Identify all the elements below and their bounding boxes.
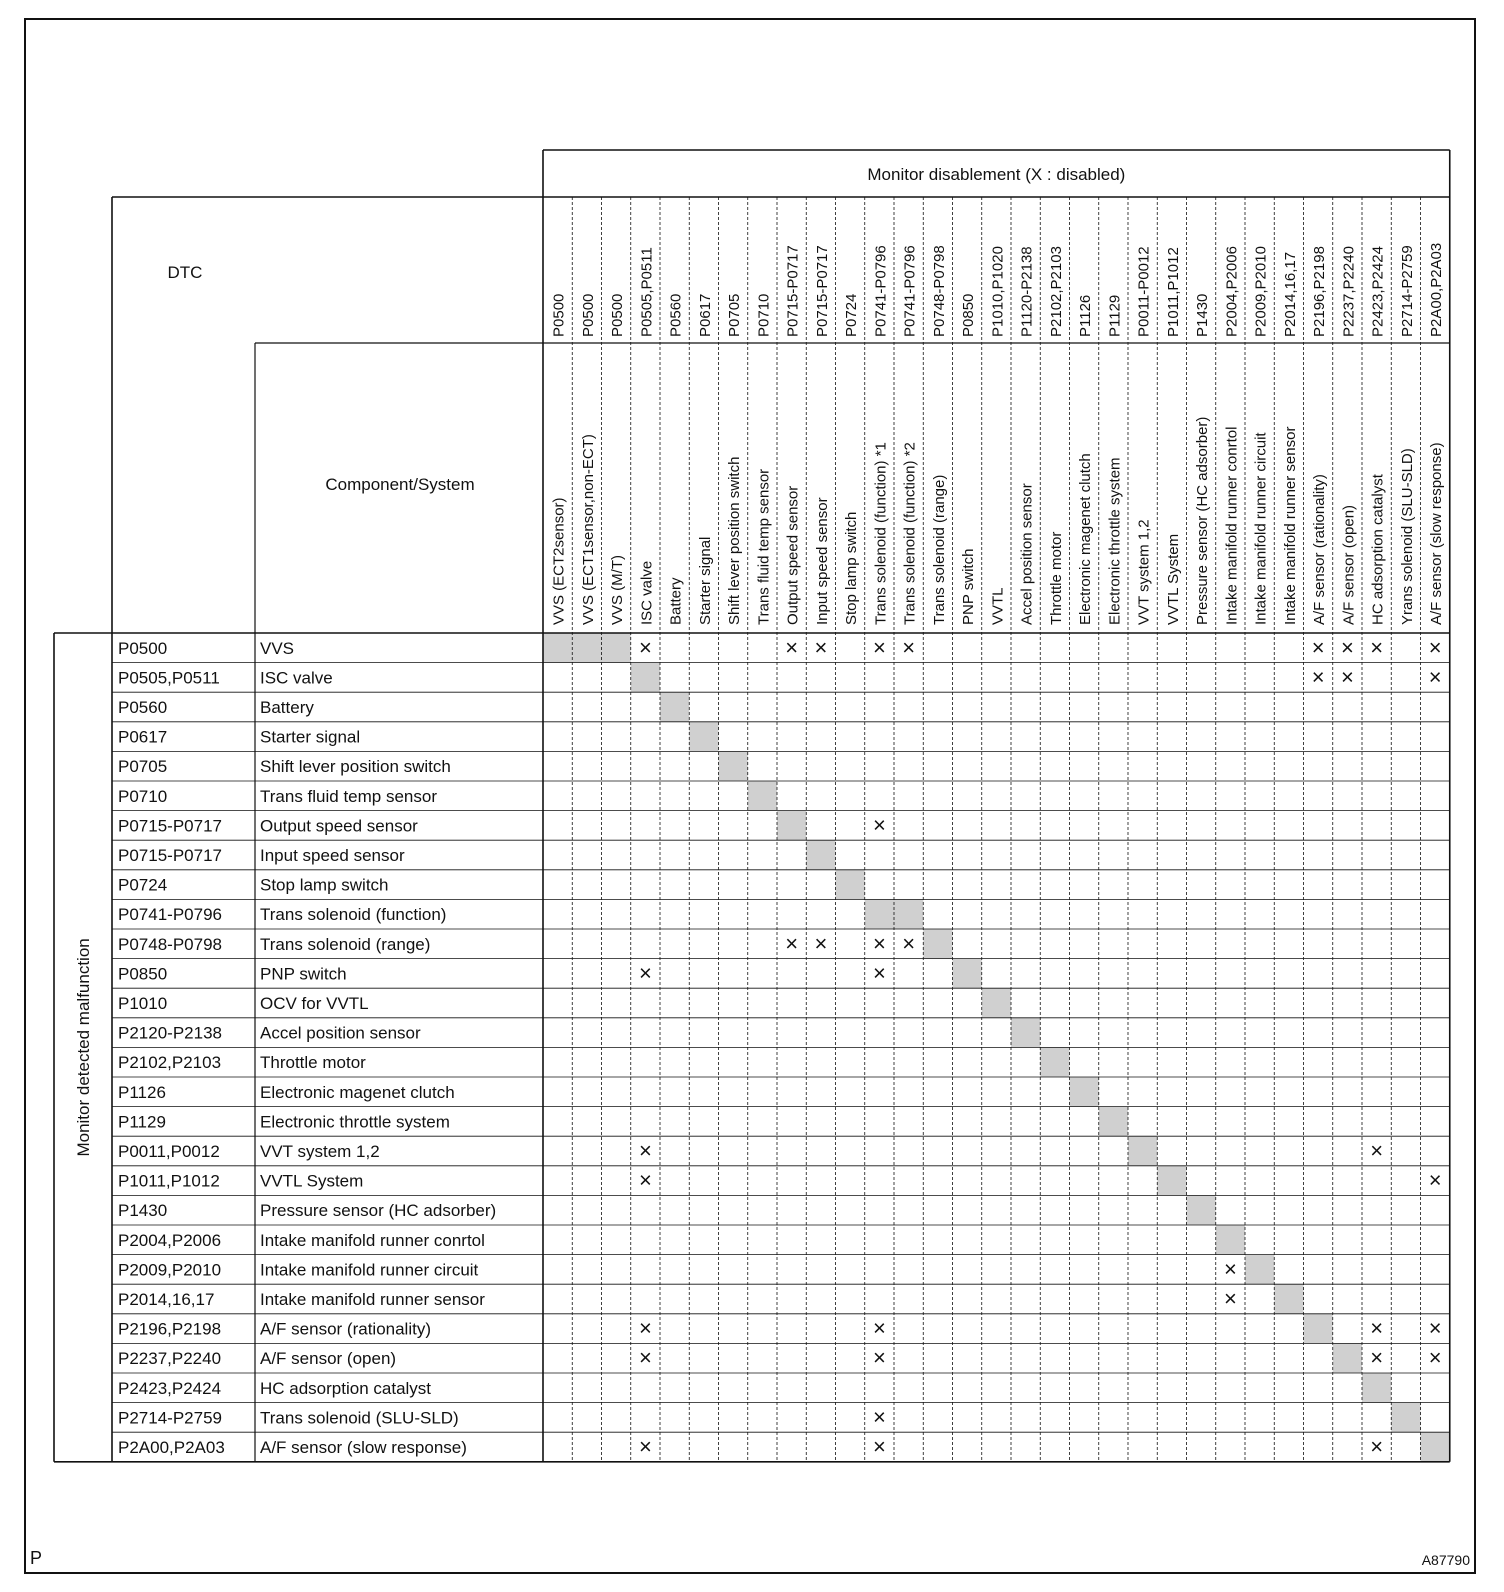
figure-id: A87790 bbox=[1421, 1552, 1470, 1568]
disabled-mark: × bbox=[1223, 1256, 1237, 1282]
disabled-mark: × bbox=[1311, 634, 1325, 660]
column-name: Throttle motor bbox=[1047, 531, 1065, 625]
row-component: Pressure sensor (HC adsorber) bbox=[260, 1201, 497, 1221]
shaded-cell bbox=[748, 781, 777, 811]
row-dtc: P2102,P2103 bbox=[118, 1053, 222, 1073]
row-component: Trans fluid temp sensor bbox=[260, 786, 437, 806]
column-dtc: P0705 bbox=[726, 293, 744, 337]
shaded-cell bbox=[631, 663, 660, 693]
column-dtc: P2423,P2424 bbox=[1369, 246, 1387, 337]
column-name: VVT system 1,2 bbox=[1135, 519, 1153, 625]
disabled-mark: × bbox=[1428, 1315, 1442, 1341]
column-dtc: P0850 bbox=[960, 293, 978, 337]
row-dtc: P2120-P2138 bbox=[118, 1023, 222, 1043]
row-dtc: P2009,P2010 bbox=[118, 1260, 222, 1280]
row-dtc: P1430 bbox=[118, 1201, 168, 1221]
shaded-cell bbox=[923, 929, 952, 959]
column-dtc: P2004,P2006 bbox=[1223, 246, 1241, 337]
shaded-cell bbox=[602, 633, 631, 663]
row-dtc: P0500 bbox=[118, 638, 168, 658]
column-dtc: P0741-P0796 bbox=[872, 245, 890, 337]
column-name: Stop lamp switch bbox=[843, 511, 861, 625]
column-dtc: P0715-P0717 bbox=[784, 245, 802, 337]
shaded-cell bbox=[806, 840, 835, 870]
row-component: Trans solenoid (function) bbox=[260, 905, 447, 925]
disabled-mark: × bbox=[1370, 634, 1384, 660]
disabled-mark: × bbox=[1370, 1315, 1384, 1341]
column-name: VVTL bbox=[989, 587, 1007, 625]
row-dtc: P0505,P0511 bbox=[118, 668, 220, 688]
column-dtc: P0560 bbox=[667, 293, 685, 337]
row-dtc: P1011,P1012 bbox=[118, 1171, 220, 1191]
disabled-mark: × bbox=[1340, 664, 1354, 690]
row-component: Accel position sensor bbox=[260, 1023, 421, 1043]
column-dtc: P2237,P2240 bbox=[1340, 246, 1358, 337]
shaded-cell bbox=[1362, 1373, 1391, 1403]
row-dtc: P0850 bbox=[118, 964, 168, 984]
disabled-mark: × bbox=[872, 960, 886, 986]
shaded-cell bbox=[1274, 1284, 1303, 1314]
column-dtc: P1430 bbox=[1194, 293, 1212, 337]
row-component: Output speed sensor bbox=[260, 816, 418, 836]
shaded-cell bbox=[894, 899, 923, 929]
column-dtc: P0710 bbox=[755, 293, 773, 337]
column-name: Accel position sensor bbox=[1018, 483, 1036, 625]
row-component: Electronic throttle system bbox=[260, 1112, 450, 1132]
side-label: Monitor detected malfunction bbox=[74, 938, 93, 1157]
column-dtc: P0715-P0717 bbox=[813, 245, 831, 337]
shaded-cell bbox=[953, 959, 982, 989]
row-dtc: P2196,P2198 bbox=[118, 1319, 222, 1339]
row-dtc: P0705 bbox=[118, 757, 168, 777]
disabled-mark: × bbox=[902, 634, 916, 660]
row-dtc: P2714-P2759 bbox=[118, 1408, 222, 1428]
shaded-cell bbox=[572, 633, 601, 663]
column-name: Trans solenoid (range) bbox=[930, 474, 948, 625]
row-dtc: P0715-P0717 bbox=[118, 816, 222, 836]
shaded-cell bbox=[1216, 1225, 1245, 1255]
shaded-cell bbox=[1157, 1166, 1186, 1196]
column-name: A/F sensor (rationality) bbox=[1311, 474, 1329, 625]
column-name: VVS (M/T) bbox=[609, 555, 627, 625]
column-dtc: P1129 bbox=[1106, 294, 1124, 337]
row-component: A/F sensor (rationality) bbox=[260, 1319, 431, 1339]
column-name: Intake manifold runner conrtol bbox=[1223, 426, 1241, 625]
column-name: Shift lever position switch bbox=[726, 456, 744, 625]
disabled-mark: × bbox=[1370, 1138, 1384, 1163]
disabled-mark: × bbox=[1370, 1345, 1384, 1371]
column-dtc: P2714-P2759 bbox=[1398, 245, 1416, 337]
page-marker: P bbox=[30, 1548, 43, 1568]
column-name: Battery bbox=[667, 577, 685, 625]
disabled-mark: × bbox=[872, 930, 886, 956]
shaded-cell bbox=[543, 633, 572, 663]
column-name: A/F sensor (open) bbox=[1340, 504, 1358, 625]
shaded-cell bbox=[1245, 1255, 1274, 1285]
row-component: Intake manifold runner sensor bbox=[260, 1290, 485, 1309]
column-name: Intake manifold runner sensor bbox=[1281, 426, 1299, 625]
disabled-mark: × bbox=[1428, 1167, 1442, 1193]
column-name: Trans solenoid (function) *2 bbox=[901, 442, 919, 625]
row-component: A/F sensor (open) bbox=[260, 1349, 397, 1369]
row-dtc: P0011,P0012 bbox=[118, 1142, 220, 1161]
disabled-mark: × bbox=[1428, 664, 1442, 690]
group-title: Monitor disablement (X : disabled) bbox=[867, 165, 1126, 184]
row-dtc: P2A00,P2A03 bbox=[118, 1438, 225, 1457]
column-name: Trans solenoid (function) *1 bbox=[872, 442, 890, 625]
column-name: PNP switch bbox=[960, 548, 978, 625]
column-dtc: P0011-P0012 bbox=[1135, 246, 1153, 337]
row-component: Throttle motor bbox=[260, 1053, 366, 1073]
column-name: HC adsorption catalyst bbox=[1369, 474, 1387, 625]
row-component: VVS bbox=[260, 638, 295, 658]
shaded-cell bbox=[777, 811, 806, 841]
column-name: Input speed sensor bbox=[813, 497, 831, 625]
column-dtc: P0500 bbox=[550, 293, 568, 337]
row-dtc: P0741-P0796 bbox=[118, 905, 222, 925]
column-name: VVS (ECT2sensor) bbox=[550, 497, 568, 625]
column-dtc: P2196,P2198 bbox=[1311, 246, 1329, 337]
disabled-mark: × bbox=[785, 930, 799, 956]
row-component: Starter signal bbox=[260, 727, 361, 747]
column-dtc: P0500 bbox=[579, 293, 597, 337]
row-dtc: P0617 bbox=[118, 727, 168, 747]
column-name: Trans fluid temp sensor bbox=[755, 468, 773, 625]
row-component: VVT system 1,2 bbox=[260, 1142, 380, 1161]
disabled-mark: × bbox=[872, 812, 886, 838]
column-dtc: P0741-P0796 bbox=[901, 245, 919, 337]
row-dtc: P0748-P0798 bbox=[118, 934, 222, 954]
disabled-mark: × bbox=[638, 1167, 652, 1193]
column-dtc: P2014,16,17 bbox=[1281, 251, 1299, 337]
disabled-mark: × bbox=[1428, 634, 1442, 660]
shaded-cell bbox=[719, 751, 748, 781]
row-component: Intake manifold runner circuit bbox=[260, 1260, 479, 1280]
dtc-header: DTC bbox=[167, 263, 203, 282]
row-dtc: P1010 bbox=[118, 994, 168, 1013]
row-component: VVTL System bbox=[260, 1171, 364, 1191]
shaded-cell bbox=[1304, 1314, 1333, 1344]
row-dtc: P2423,P2424 bbox=[118, 1378, 222, 1398]
disabled-mark: × bbox=[1428, 1345, 1442, 1371]
shaded-cell bbox=[1099, 1107, 1128, 1137]
shaded-cell bbox=[1070, 1077, 1099, 1107]
disabled-mark: × bbox=[902, 930, 916, 956]
column-dtc: P0500 bbox=[609, 293, 627, 337]
row-component: Stop lamp switch bbox=[260, 875, 389, 895]
disabled-mark: × bbox=[872, 1345, 886, 1371]
shaded-cell bbox=[836, 870, 865, 900]
column-dtc: P0724 bbox=[843, 293, 861, 337]
disabled-mark: × bbox=[638, 960, 652, 986]
shaded-cell bbox=[1011, 1018, 1040, 1048]
disabled-mark: × bbox=[1311, 664, 1325, 690]
row-dtc: P2004,P2006 bbox=[118, 1230, 222, 1250]
column-dtc: P1011,P1012 bbox=[1164, 247, 1182, 337]
disabled-mark: × bbox=[814, 634, 828, 660]
disabled-mark: × bbox=[872, 634, 886, 660]
disabled-mark: × bbox=[785, 634, 799, 660]
row-component: Shift lever position switch bbox=[260, 757, 451, 777]
disabled-mark: × bbox=[872, 1434, 886, 1459]
column-dtc: P1126 bbox=[1077, 294, 1095, 337]
column-name: Electronic magenet clutch bbox=[1077, 453, 1095, 625]
disabled-mark: × bbox=[638, 1345, 652, 1371]
disabled-mark: × bbox=[872, 1404, 886, 1430]
row-component: Input speed sensor bbox=[260, 846, 405, 865]
disabled-mark: × bbox=[638, 634, 652, 660]
row-component: A/F sensor (slow response) bbox=[260, 1438, 467, 1457]
column-name: Starter signal bbox=[696, 536, 714, 625]
row-dtc: P2014,16,17 bbox=[118, 1290, 215, 1309]
shaded-cell bbox=[1391, 1403, 1420, 1433]
disabled-mark: × bbox=[1340, 634, 1354, 660]
disabled-mark: × bbox=[638, 1434, 652, 1459]
row-component: ISC valve bbox=[260, 668, 333, 688]
shaded-cell bbox=[1187, 1195, 1216, 1225]
column-name: A/F sensor (slow response) bbox=[1428, 442, 1446, 625]
row-dtc: P0560 bbox=[118, 698, 168, 717]
row-component: HC adsorption catalyst bbox=[260, 1378, 432, 1398]
row-component: Trans solenoid (SLU-SLD) bbox=[260, 1408, 459, 1428]
column-dtc: P0748-P0798 bbox=[930, 245, 948, 337]
column-dtc: P2009,P2010 bbox=[1252, 246, 1270, 337]
column-dtc: P2A00,P2A03 bbox=[1428, 242, 1446, 337]
row-component: Trans solenoid (range) bbox=[260, 934, 431, 954]
shaded-cell bbox=[1421, 1432, 1450, 1462]
disabled-mark: × bbox=[638, 1315, 652, 1341]
row-dtc: P0715-P0717 bbox=[118, 846, 222, 865]
column-name: Electronic throttle system bbox=[1106, 457, 1124, 625]
column-name: Output speed sensor bbox=[784, 485, 802, 625]
row-dtc: P0710 bbox=[118, 786, 168, 806]
row-component: Electronic magenet clutch bbox=[260, 1082, 455, 1102]
shaded-cell bbox=[1040, 1047, 1069, 1077]
column-name: ISC valve bbox=[638, 560, 656, 625]
component-header: Component/System bbox=[325, 475, 475, 494]
row-component: PNP switch bbox=[260, 964, 347, 984]
disabled-mark: × bbox=[872, 1315, 886, 1341]
disabled-mark: × bbox=[1370, 1434, 1384, 1459]
disabled-mark: × bbox=[1223, 1286, 1237, 1311]
shaded-cell bbox=[1333, 1343, 1362, 1373]
disabled-mark: × bbox=[814, 930, 828, 956]
column-dtc: P0617 bbox=[696, 293, 714, 337]
column-name: Yrans solenoid (SLU-SLD) bbox=[1398, 448, 1416, 625]
column-dtc: P0505,P0511 bbox=[638, 247, 656, 337]
row-component: Battery bbox=[260, 698, 314, 717]
disabled-mark: × bbox=[638, 1138, 652, 1163]
shaded-cell bbox=[982, 988, 1011, 1018]
row-dtc: P2237,P2240 bbox=[118, 1349, 222, 1369]
shaded-cell bbox=[1128, 1136, 1157, 1166]
shaded-cell bbox=[865, 899, 894, 929]
row-dtc: P0724 bbox=[118, 875, 168, 895]
column-dtc: P2102,P2103 bbox=[1047, 246, 1065, 337]
column-name: VVS (ECT1sensor,non-ECT) bbox=[579, 434, 597, 625]
shaded-cell bbox=[660, 692, 689, 722]
row-component: OCV for VVTL bbox=[260, 994, 369, 1013]
column-dtc: P1120-P2138 bbox=[1018, 246, 1036, 337]
row-dtc: P1126 bbox=[118, 1082, 166, 1102]
shaded-cell bbox=[689, 722, 718, 752]
column-name: VVTL System bbox=[1164, 533, 1182, 625]
row-component: Intake manifold runner conrtol bbox=[260, 1230, 485, 1250]
column-name: Pressure sensor (HC adsorber) bbox=[1194, 416, 1212, 625]
row-dtc: P1129 bbox=[118, 1112, 166, 1132]
column-dtc: P1010,P1020 bbox=[989, 246, 1007, 337]
column-name: Intake manifold runner circuit bbox=[1252, 432, 1270, 625]
